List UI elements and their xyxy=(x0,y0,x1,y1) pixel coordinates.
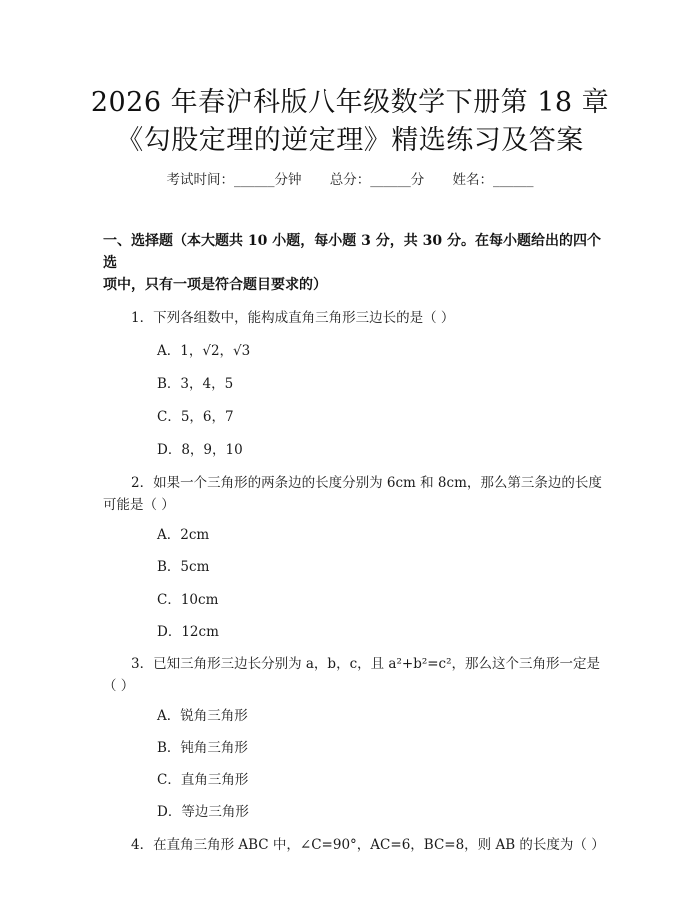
question-3-option-a: A．锐角三角形 xyxy=(157,708,248,724)
question-3-option-b: B．钝角三角形 xyxy=(157,740,248,756)
question-2-stem-line2: 可能是（ ） xyxy=(103,497,175,513)
section-heading xyxy=(103,230,603,296)
document-title-line1: 2026 年春沪科版八年级数学下册第 18 章 xyxy=(90,87,610,118)
question-2-stem-line1: 2．如果一个三角形的两条边的长度分别为 6cm 和 8cm，那么第三条边的长度 xyxy=(131,475,602,491)
total-score-field: 总分：______分 xyxy=(329,172,425,188)
section-heading-line1: 一、选择题（本大题共 10 小题，每小题 3 分，共 30 分。在每小题给出的四个选 xyxy=(103,233,601,271)
question-1-option-d: D．8，9，10 xyxy=(157,442,243,458)
student-name-field: 姓名：______ xyxy=(452,172,534,188)
question-3-stem-line1: 3．已知三角形三边长分别为 a，b，c，且 a²+b²=c²，那么这个三角形一定是 xyxy=(131,656,601,672)
question-1-stem: 1．下列各组数中，能构成直角三角形三边长的是（ ） xyxy=(131,310,455,326)
question-3-option-d: D．等边三角形 xyxy=(157,804,249,820)
exam-time-field: 考试时间：______分钟 xyxy=(166,172,302,188)
question-3-stem-line2: （ ） xyxy=(103,678,135,694)
question-2-option-d: D．12cm xyxy=(157,624,219,640)
question-1-option-c: C．5，6，7 xyxy=(157,409,234,425)
section-heading-line2: 项中，只有一项是符合题目要求的） xyxy=(103,277,327,293)
question-1-option-a: A．1，√2，√3 xyxy=(157,343,251,359)
question-2-option-c: C．10cm xyxy=(157,592,219,608)
question-2-option-b: B．5cm xyxy=(157,559,210,575)
question-1-option-b: B．3，4，5 xyxy=(157,376,234,392)
question-4-stem: 4．在直角三角形 ABC 中，∠C=90°，AC=6，BC=8，则 AB 的长度为（ ） xyxy=(131,837,605,853)
document-title-line2: 《勾股定理的逆定理》精选练习及答案 xyxy=(116,125,584,156)
exam-info xyxy=(0,168,700,188)
question-2-option-a: A．2cm xyxy=(157,527,210,543)
question-3-option-c: C．直角三角形 xyxy=(157,772,249,788)
